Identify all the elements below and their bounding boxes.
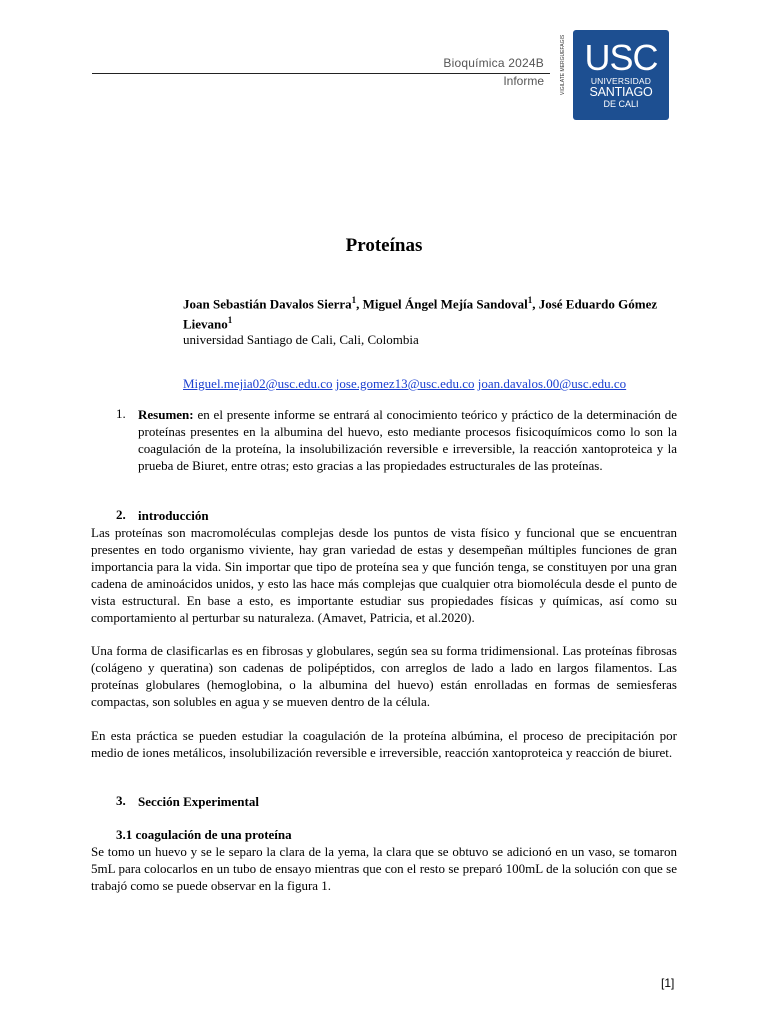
section-3-number: 3. <box>116 793 126 808</box>
affiliation: universidad Santiago de Cali, Cali, Colombia <box>183 332 419 347</box>
email-list <box>183 376 626 392</box>
page-title: Proteínas <box>345 235 423 256</box>
section-2-number: 2. <box>116 507 126 522</box>
intro-paragraph-3: En esta práctica se pueden estudiar la coagulación de la proteína albúmina, el proceso de precipitación por medio de iones metálicos, insolubilización reversible e irreversible, reacción xantoproteica y reacción de biuret. <box>91 728 677 761</box>
email-link[interactable]: joan.davalos.00@usc.edu.co <box>477 376 627 391</box>
logo-line-3: DE CALI <box>603 99 639 109</box>
experimental-paragraph-1: Se tomo un huevo y se le separo la clara de la yema, la clara que se obtuvo se adicionó en un vaso, se tomaron 5mL para colocarlos en un tubo de ensayo mientras que con el resto se preparó 100mL de la solución con que se trabajó como se puede observar en la figura 1. <box>91 844 677 894</box>
page-number: [1] <box>661 976 675 990</box>
logo-line-2: SANTIAGO <box>589 85 653 99</box>
logo-acronym: USC <box>584 37 658 78</box>
email-link[interactable]: jose.gomez13@usc.edu.co <box>335 376 475 391</box>
section-1-number: 1. <box>116 406 126 421</box>
course-label: Bioquímica 2024B <box>443 56 544 70</box>
logo-line-1: UNIVERSIDAD <box>590 76 652 86</box>
usc-logo <box>573 30 669 120</box>
doc-type-label: Informe <box>503 74 544 88</box>
subsection-3-1-heading: 3.1 coagulación de una proteína <box>116 827 292 842</box>
university-motto: VIGILATE MERGUEFAGIS <box>560 34 566 95</box>
section-2-heading: introducción <box>138 508 209 523</box>
author-list: Joan Sebastián Davalos Sierra$^1$, Miguel Ángel Mejía Sandoval$^1$, José Eduardo Gómez Lievano$^1$ <box>183 295 658 332</box>
abstract-paragraph: Resumen: en el presente informe se entrará al conocimiento teórico y práctico de la determinación de proteínas presentes en la albumina del huevo, esto mediante procesos fisicoquímicos como lo son la coagulación de la proteína, la insolubilización reversible e irreversible, la reacción xantoproteica y la prueba de Biuret, entre otras; esto gracias a las propiedades estructurales de las proteínas. <box>138 407 677 474</box>
abstract-label: Resumen: <box>138 407 194 422</box>
header-rule <box>92 73 550 74</box>
section-3-heading: Sección Experimental <box>138 794 259 809</box>
intro-paragraph-2: Una forma de clasificarlas es en fibrosas y globulares, según sea su forma tridimensional. Las proteínas fibrosas (colágeno y queratina) son cadenas de polipéptidos, con arreglos de lado a lado en largos filamentos. Las proteínas globulares (hemoglobina, o la albumina del huevo) están enrolladas en formas de semiesferas compactas, son solubles en agua y se mueven dentro de la célula. <box>91 643 677 710</box>
email-link[interactable]: Miguel.mejia02@usc.edu.co <box>183 376 333 391</box>
intro-paragraph-1: Las proteínas son macromoléculas complejas desde los puntos de vista físico y funcional que se encuentran presentes en todo organismo viviente, hay gran variedad de estas y desempeñan múltiples funciones de gran importancia para la vida. Sin importar que tipo de proteína sea y que función tenga, se constituyen por una gran cadena de aminoácidos unidos, y esto las hace más complejas que cualquier otra biomolécula desde el punto de vista estructural. En base a esto, es importante estudiar sus propiedades físicas y químicas, así como su comportamiento al perturbar su naturaleza. (Amavet, Patricia, et al.2020). <box>91 525 677 626</box>
